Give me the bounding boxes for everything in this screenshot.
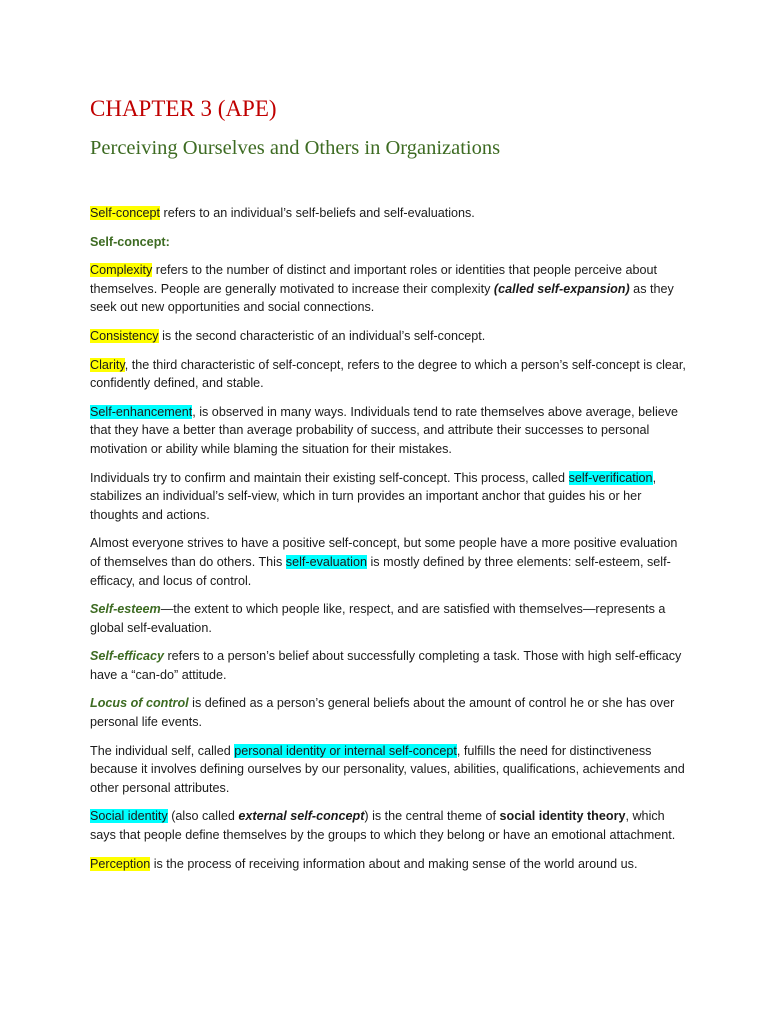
term-green: Self-efficacy bbox=[90, 649, 164, 664]
paragraph-text: , is observed in many ways. Individuals tend to rate themselves above average, believe that they have a better than average probability of success, and attribute their successes to personal motivation or ability while blaming the situation for their mistakes. bbox=[90, 404, 679, 456]
paragraph-self-efficacy bbox=[90, 647, 688, 684]
paragraph-text: refers to an individual’s self-beliefs and self-evaluations. bbox=[160, 206, 475, 220]
term-highlight: self-evaluation bbox=[285, 554, 367, 569]
paragraph-self-enhancement bbox=[90, 403, 688, 459]
term-green: Locus of control bbox=[90, 696, 189, 711]
paragraph-text: as they seek out new opportunities and social connections. bbox=[90, 281, 674, 315]
paragraph-self-esteem bbox=[90, 600, 688, 637]
emphasis-text: external self-concept bbox=[238, 809, 365, 824]
term-highlight: Clarity bbox=[90, 357, 125, 372]
paragraph-text: is the process of receiving information about and making sense of the world around us. bbox=[150, 856, 638, 871]
paragraph-text: —the extent to which people like, respect, and are satisfied with themselves—represents a global self-evaluation. bbox=[90, 602, 666, 635]
bold-term: social identity theory bbox=[499, 809, 626, 824]
chapter-title: CHAPTER 3 (APE) bbox=[90, 96, 277, 121]
term-highlight: Perception bbox=[90, 856, 151, 871]
term-highlight: Consistency bbox=[90, 328, 159, 343]
paragraph-text: refers to the number of distinct and important roles or identities that people perceive about themselves. People are generally motivated to increase their complexity bbox=[90, 263, 658, 296]
term-green: Self-esteem bbox=[90, 602, 161, 617]
paragraph-locus-of-control bbox=[90, 694, 688, 731]
paragraph-complexity bbox=[90, 261, 688, 317]
paragraph-perception bbox=[90, 855, 688, 874]
paragraph-self-verification bbox=[90, 469, 688, 525]
section-heading bbox=[90, 233, 688, 252]
paragraph-clarity bbox=[90, 356, 688, 393]
paragraph-self-evaluation bbox=[90, 534, 688, 590]
term-highlight: Social identity bbox=[90, 809, 168, 824]
paragraph-text: The individual self, called bbox=[90, 743, 235, 758]
term-highlight: Self-enhancement bbox=[90, 404, 193, 419]
paragraph-text: Almost everyone strives to have a positive self-concept, but some people have a more positive evaluation of themselves than do others. This bbox=[90, 536, 678, 569]
paragraph-text: is the second characteristic of an individual’s self-concept. bbox=[158, 328, 486, 343]
paragraph-consistency bbox=[90, 327, 688, 346]
paragraph-text: is mostly defined by three elements: self-esteem, self-efficacy, and locus of control. bbox=[90, 554, 671, 588]
term-highlight: Complexity bbox=[90, 263, 153, 278]
paragraph-social-identity bbox=[90, 807, 688, 844]
paragraph-text: ) is the central theme of bbox=[364, 809, 500, 824]
chapter-subtitle: Perceiving Ourselves and Others in Organizations bbox=[90, 137, 501, 159]
paragraph-text: , fulfills the need for distinctiveness because it involves defining ourselves by our personality, values, abilities, qualifications, achievements and other personal attributes. bbox=[90, 743, 685, 795]
paragraph-personal-identity bbox=[90, 742, 688, 798]
term-highlight: self-verification bbox=[568, 470, 653, 485]
paragraph-text: refers to a person’s belief about successfully completing a task. Those with high self-efficacy have a “can-do” attitude. bbox=[90, 649, 682, 682]
term-highlight: Self-concept bbox=[90, 206, 161, 220]
term-highlight: personal identity or internal self-concept bbox=[234, 743, 457, 758]
paragraph-text: Individuals try to confirm and maintain their existing self-concept. This process, called bbox=[90, 470, 569, 485]
paragraph-self-concept bbox=[90, 204, 688, 223]
paragraph-text: , which says that people define themselves by the groups to which they belong or have an emotional attachment. bbox=[90, 809, 676, 843]
emphasis-text: (called self-expansion) bbox=[493, 281, 630, 296]
self-concept-heading: Self-concept: bbox=[90, 234, 170, 249]
paragraph-text: (also called bbox=[167, 809, 239, 824]
paragraph-text: , stabilizes an individual’s self-view, which in turn provides an important anchor that guides his or her thoughts and actions. bbox=[90, 470, 657, 522]
paragraph-text: is defined as a person’s general beliefs about the amount of control he or she has over personal life events. bbox=[90, 696, 675, 730]
paragraph-text: , the third characteristic of self-concept, refers to the degree to which a person’s self-concept is clear, confidently defined, and stable. bbox=[90, 357, 686, 391]
